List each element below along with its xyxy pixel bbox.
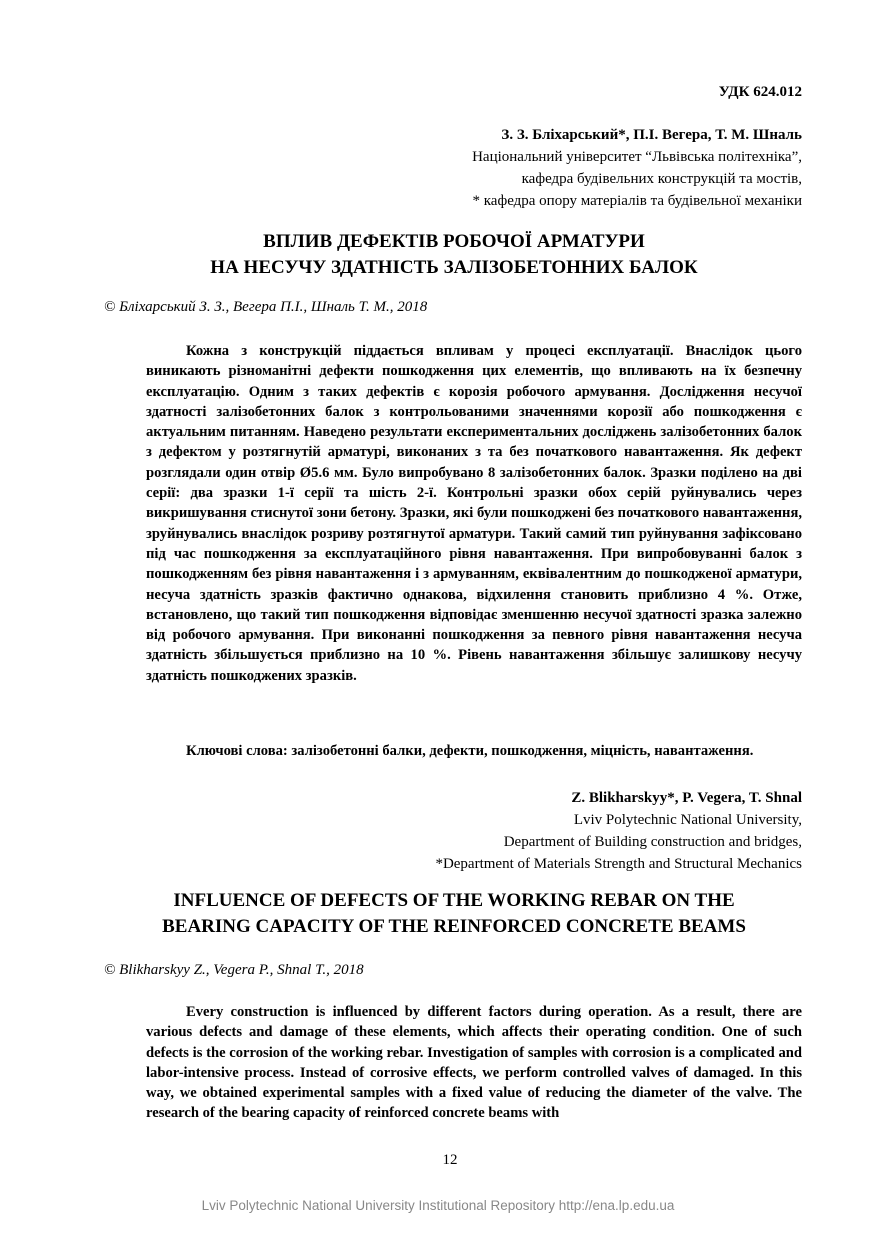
authors-en: Z. Blikharskyy*, P. Vegera, T. Shnal: [571, 790, 802, 806]
keywords-ua: Ключові слова: залізобетонні балки, дефекти, пошкодження, міцність, навантаження.: [186, 743, 754, 759]
affiliation-ua-1: Національний університет “Львівська політехніка”,: [472, 149, 802, 165]
authors-ua: З. З. Бліхарський*, П.І. Вегера, Т. М. Шналь: [501, 127, 802, 143]
copyright-en: © Blikharskyy Z., Vegera P., Shnal T., 2018: [104, 962, 364, 978]
abstract-ua-text: Кожна з конструкцій піддається впливам у процесі експлуатації. Внаслідок цього виникають різноманітні дефекти пошкодження цих елементів, що впливають на їх безпечну експлуатацію. Одним з таких дефектів є корозія робочого армування. Дослідження несучої здатності залізобетонних балок з контрольованими значеннями корозії або пошкодження є актуальним питанням. Наведено результати експериментальних досліджень залізобетонних балок з дефектом у розтягнутій арматурі, виконаних з та без початкового навантаження. Як дефект розглядали один отвір Ø5.6 мм. Було випробувано 8 залізобетонних балок. Зразки поділено на дві серії: два зразки 1-ї серії та шість 2-ї. Контрольні зразки обох серій руйнувались через викришування стиснутої зони бетону. Зразки, які були пошкоджені без початкового навантаження, зруйнувались внаслідок розриву розтягнутої арматури. Такий самий тип руйнування зафіксовано під час пошкодження за експлуатаційного рівня навантаження. При випробовуванні балок з пошкодженням без рівня навантаження і з армуванням, еквівалентним до пошкодженої арматури, несуча здатність зразків фактично однакова, відхилення становить приблизно 4 %. Отже, встановлено, що такий тип пошкодження відповідає зменшенню несучої здатності зразка залежно від робочого армування. При виконанні пошкодження за певного рівня навантаження несуча здатність збільшується приблизно на 10 %. Рівень навантаження збільшує залишкову несучу здатність пошкоджених зразків.: [146, 343, 802, 684]
page-number: 12: [442, 1152, 458, 1168]
affiliation-en-1: Lviv Polytechnic National University,: [573, 812, 802, 828]
title-ua-line-2: НА НЕСУЧУ ЗДАТНІСТЬ ЗАЛІЗОБЕТОННИХ БАЛОК: [210, 257, 698, 278]
affiliation-en-2: Department of Building construction and bridges,: [503, 834, 802, 850]
repository-footer: Lviv Polytechnic National University Institutional Repository http://ena.lp.edu.ua: [201, 1198, 675, 1213]
abstract-en: [146, 1002, 802, 1124]
abstract-en-text: Every construction is influenced by different factors during operation. As a result, there are various defects and damage of these elements, which affects their operating condition. One of such defects is the corrosion of the working rebar. Investigation of samples with corrosion is a complicated and labor-intensive process. Instead of corrosive effects, we perform controlled valves of damaged. In this way, we obtained experimental samples with a fixed value of reducing the diameter of the valve. The research of the bearing capacity of reinforced concrete beams with: [146, 1004, 802, 1122]
affiliation-ua-2: кафедра будівельних конструкцій та мостів,: [521, 171, 802, 187]
affiliation-en-3: *Department of Materials Strength and Structural Mechanics: [435, 856, 802, 872]
authors-block-ua: [380, 124, 802, 212]
copyright-ua: © Бліхарський З. З., Вегера П.І., Шналь Т. М., 2018: [104, 299, 428, 315]
title-en-line-2: BEARING CAPACITY OF THE REINFORCED CONCRETE BEAMS: [162, 916, 746, 937]
title-ua-line-1: ВПЛИВ ДЕФЕКТІВ РОБОЧОЇ АРМАТУРИ: [263, 231, 645, 252]
title-en-line-1: INFLUENCE OF DEFECTS OF THE WORKING REBAR ON THE: [173, 890, 735, 911]
authors-block-en: [380, 787, 802, 875]
affiliation-ua-3: * кафедра опору матеріалів та будівельної механіки: [472, 193, 802, 209]
abstract-ua: [146, 341, 802, 686]
udk-code: УДК 624.012: [718, 84, 802, 100]
title-ua: [104, 229, 804, 281]
title-en: [104, 888, 804, 940]
